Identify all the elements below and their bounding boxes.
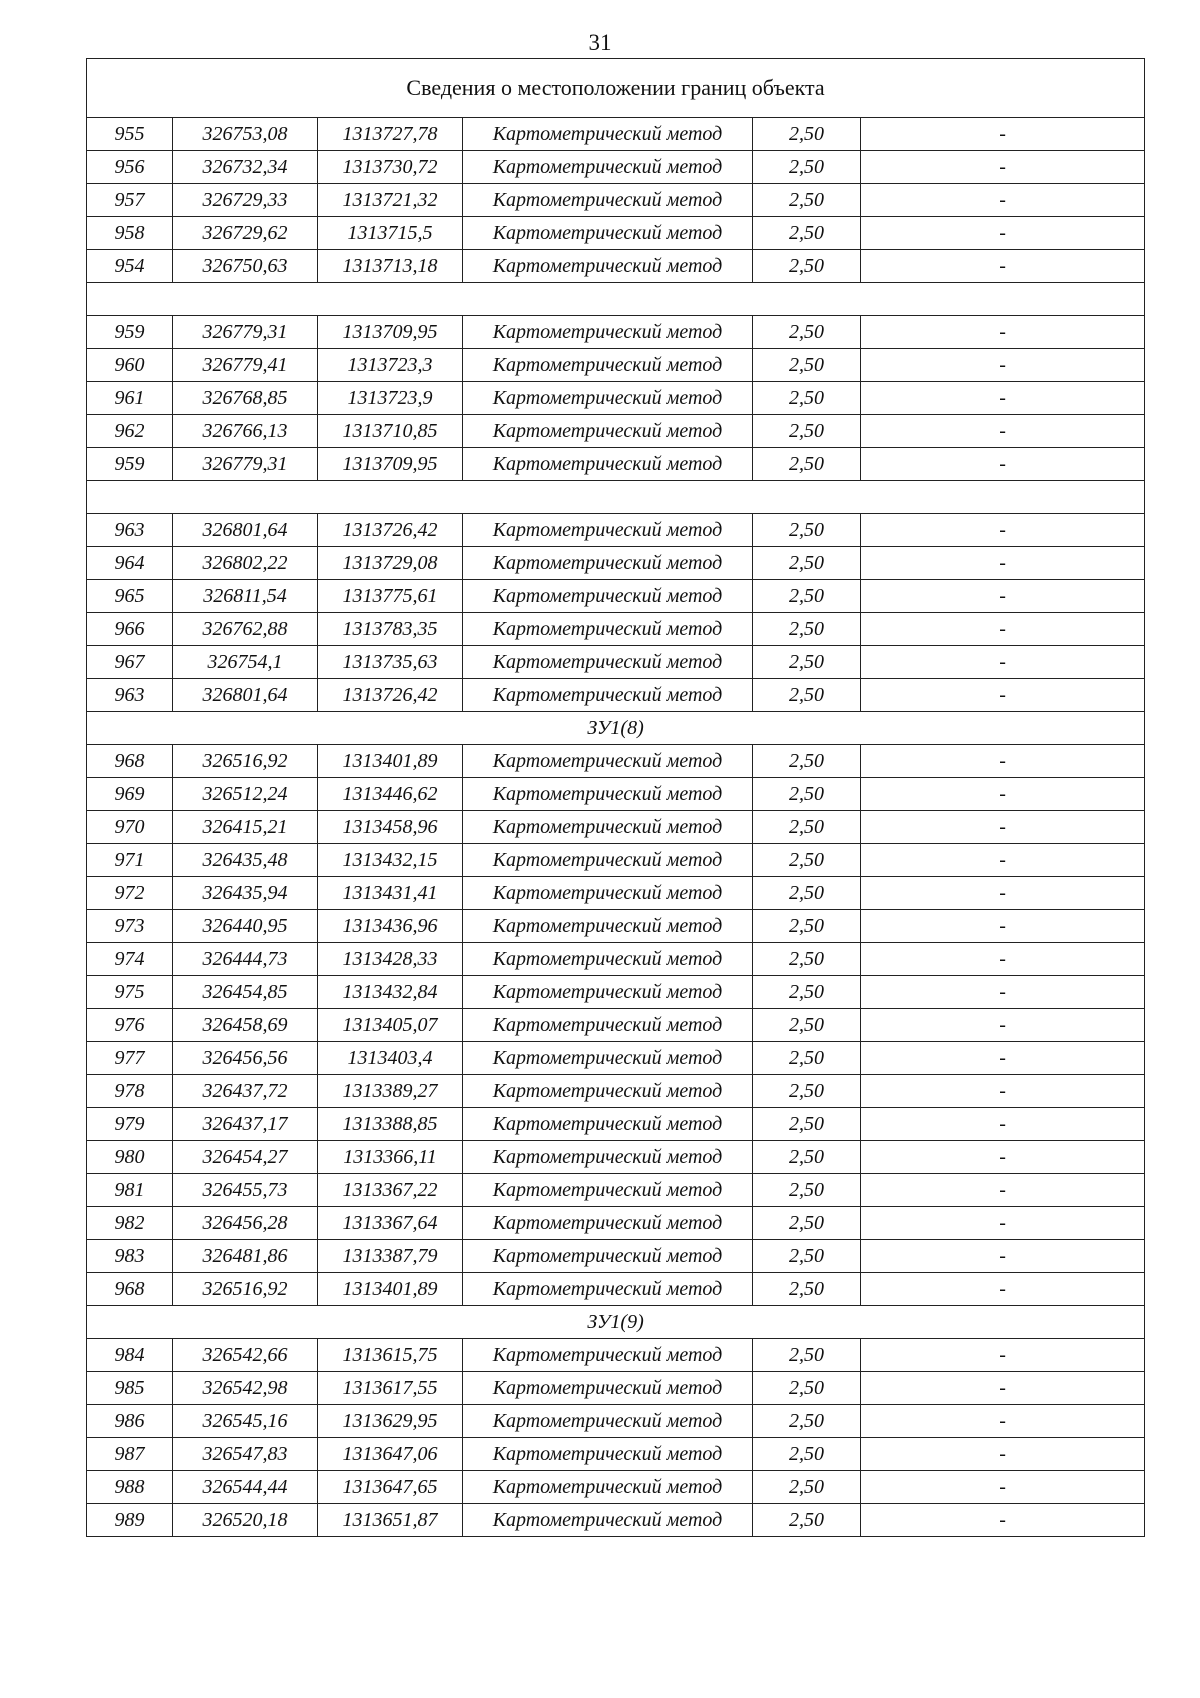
x-coordinate-cell: 326729,33 — [173, 184, 318, 217]
description-cell: - — [861, 844, 1145, 877]
x-coordinate-cell: 326454,85 — [173, 976, 318, 1009]
description-cell: - — [861, 250, 1145, 283]
x-coordinate-cell: 326753,08 — [173, 118, 318, 151]
point-number-cell: 964 — [87, 547, 173, 580]
point-number-cell: 977 — [87, 1042, 173, 1075]
y-coordinate-cell: 1313432,84 — [318, 976, 463, 1009]
description-cell: - — [861, 1504, 1145, 1537]
x-coordinate-cell: 326437,17 — [173, 1108, 318, 1141]
description-cell: - — [861, 1108, 1145, 1141]
x-coordinate-cell: 326415,21 — [173, 811, 318, 844]
x-coordinate-cell: 326437,72 — [173, 1075, 318, 1108]
x-coordinate-cell: 326802,22 — [173, 547, 318, 580]
description-cell: - — [861, 382, 1145, 415]
table-row — [87, 547, 1145, 580]
x-coordinate-cell: 326544,44 — [173, 1471, 318, 1504]
x-coordinate-cell: 326545,16 — [173, 1405, 318, 1438]
accuracy-cell: 2,50 — [753, 778, 861, 811]
description-cell: - — [861, 1471, 1145, 1504]
x-coordinate-cell: 326811,54 — [173, 580, 318, 613]
x-coordinate-cell: 326512,24 — [173, 778, 318, 811]
table-row — [87, 1009, 1145, 1042]
point-number-cell: 963 — [87, 514, 173, 547]
accuracy-cell: 2,50 — [753, 1471, 861, 1504]
y-coordinate-cell: 1313647,06 — [318, 1438, 463, 1471]
point-number-cell: 957 — [87, 184, 173, 217]
accuracy-cell: 2,50 — [753, 1405, 861, 1438]
y-coordinate-cell: 1313617,55 — [318, 1372, 463, 1405]
accuracy-cell: 2,50 — [753, 1207, 861, 1240]
point-number-cell: 975 — [87, 976, 173, 1009]
point-number-cell: 956 — [87, 151, 173, 184]
description-cell: - — [861, 943, 1145, 976]
description-cell: - — [861, 217, 1145, 250]
accuracy-cell: 2,50 — [753, 877, 861, 910]
blank-separator-cell — [87, 481, 1145, 514]
y-coordinate-cell: 1313726,42 — [318, 679, 463, 712]
accuracy-cell: 2,50 — [753, 1009, 861, 1042]
boundary-coordinates-table — [86, 58, 1145, 1537]
x-coordinate-cell: 326435,48 — [173, 844, 318, 877]
method-cell: Картометрический метод — [463, 514, 753, 547]
method-cell: Картометрический метод — [463, 217, 753, 250]
point-number-cell: 983 — [87, 1240, 173, 1273]
accuracy-cell: 2,50 — [753, 646, 861, 679]
accuracy-cell: 2,50 — [753, 580, 861, 613]
x-coordinate-cell: 326750,63 — [173, 250, 318, 283]
description-cell: - — [861, 547, 1145, 580]
y-coordinate-cell: 1313775,61 — [318, 580, 463, 613]
method-cell: Картометрический метод — [463, 184, 753, 217]
section-heading: ЗУ1(9) — [87, 1306, 1145, 1339]
point-number-cell: 954 — [87, 250, 173, 283]
method-cell: Картометрический метод — [463, 415, 753, 448]
method-cell: Картометрический метод — [463, 1240, 753, 1273]
x-coordinate-cell: 326454,27 — [173, 1141, 318, 1174]
y-coordinate-cell: 1313723,3 — [318, 349, 463, 382]
y-coordinate-cell: 1313709,95 — [318, 448, 463, 481]
table-row — [87, 1273, 1145, 1306]
description-cell: - — [861, 1372, 1145, 1405]
y-coordinate-cell: 1313431,41 — [318, 877, 463, 910]
point-number-cell: 962 — [87, 415, 173, 448]
description-cell: - — [861, 1339, 1145, 1372]
x-coordinate-cell: 326754,1 — [173, 646, 318, 679]
point-number-cell: 986 — [87, 1405, 173, 1438]
description-cell: - — [861, 1141, 1145, 1174]
y-coordinate-cell: 1313783,35 — [318, 613, 463, 646]
point-number-cell: 971 — [87, 844, 173, 877]
method-cell: Картометрический метод — [463, 580, 753, 613]
table-row — [87, 943, 1145, 976]
y-coordinate-cell: 1313713,18 — [318, 250, 463, 283]
table-title: Сведения о местоположении границ объекта — [87, 59, 1145, 118]
x-coordinate-cell: 326547,83 — [173, 1438, 318, 1471]
method-cell: Картометрический метод — [463, 1075, 753, 1108]
table-row — [87, 580, 1145, 613]
point-number-cell: 967 — [87, 646, 173, 679]
point-number-cell: 984 — [87, 1339, 173, 1372]
section-heading-row — [87, 712, 1145, 745]
accuracy-cell: 2,50 — [753, 349, 861, 382]
x-coordinate-cell: 326440,95 — [173, 910, 318, 943]
x-coordinate-cell: 326435,94 — [173, 877, 318, 910]
y-coordinate-cell: 1313436,96 — [318, 910, 463, 943]
accuracy-cell: 2,50 — [753, 382, 861, 415]
table-row — [87, 217, 1145, 250]
point-number-cell: 989 — [87, 1504, 173, 1537]
method-cell: Картометрический метод — [463, 1339, 753, 1372]
point-number-cell: 966 — [87, 613, 173, 646]
point-number-cell: 982 — [87, 1207, 173, 1240]
table-title-row — [87, 59, 1145, 118]
description-cell: - — [861, 910, 1145, 943]
description-cell: - — [861, 976, 1145, 1009]
y-coordinate-cell: 1313730,72 — [318, 151, 463, 184]
accuracy-cell: 2,50 — [753, 1339, 861, 1372]
method-cell: Картометрический метод — [463, 811, 753, 844]
description-cell: - — [861, 349, 1145, 382]
method-cell: Картометрический метод — [463, 877, 753, 910]
method-cell: Картометрический метод — [463, 1174, 753, 1207]
description-cell: - — [861, 118, 1145, 151]
x-coordinate-cell: 326762,88 — [173, 613, 318, 646]
table-row — [87, 1438, 1145, 1471]
description-cell: - — [861, 877, 1145, 910]
method-cell: Картометрический метод — [463, 250, 753, 283]
description-cell: - — [861, 151, 1145, 184]
description-cell: - — [861, 778, 1145, 811]
point-number-cell: 987 — [87, 1438, 173, 1471]
point-number-cell: 976 — [87, 1009, 173, 1042]
y-coordinate-cell: 1313405,07 — [318, 1009, 463, 1042]
method-cell: Картометрический метод — [463, 1042, 753, 1075]
method-cell: Картометрический метод — [463, 613, 753, 646]
y-coordinate-cell: 1313710,85 — [318, 415, 463, 448]
y-coordinate-cell: 1313366,11 — [318, 1141, 463, 1174]
point-number-cell: 981 — [87, 1174, 173, 1207]
accuracy-cell: 2,50 — [753, 415, 861, 448]
method-cell: Картометрический метод — [463, 1273, 753, 1306]
accuracy-cell: 2,50 — [753, 910, 861, 943]
description-cell: - — [861, 1405, 1145, 1438]
x-coordinate-cell: 326481,86 — [173, 1240, 318, 1273]
description-cell: - — [861, 1042, 1145, 1075]
description-cell: - — [861, 1009, 1145, 1042]
description-cell: - — [861, 1240, 1145, 1273]
table-row — [87, 646, 1145, 679]
y-coordinate-cell: 1313432,15 — [318, 844, 463, 877]
method-cell: Картометрический метод — [463, 316, 753, 349]
point-number-cell: 959 — [87, 316, 173, 349]
y-coordinate-cell: 1313647,65 — [318, 1471, 463, 1504]
method-cell: Картометрический метод — [463, 349, 753, 382]
accuracy-cell: 2,50 — [753, 1141, 861, 1174]
point-number-cell: 959 — [87, 448, 173, 481]
page-number: 31 — [588, 30, 612, 55]
x-coordinate-cell: 326542,66 — [173, 1339, 318, 1372]
y-coordinate-cell: 1313387,79 — [318, 1240, 463, 1273]
point-number-cell: 968 — [87, 745, 173, 778]
description-cell: - — [861, 613, 1145, 646]
table-row — [87, 1504, 1145, 1537]
description-cell: - — [861, 646, 1145, 679]
y-coordinate-cell: 1313367,22 — [318, 1174, 463, 1207]
point-number-cell: 969 — [87, 778, 173, 811]
table-row — [87, 151, 1145, 184]
description-cell: - — [861, 514, 1145, 547]
point-number-cell: 955 — [87, 118, 173, 151]
table-row — [87, 1207, 1145, 1240]
y-coordinate-cell: 1313721,32 — [318, 184, 463, 217]
accuracy-cell: 2,50 — [753, 613, 861, 646]
y-coordinate-cell: 1313651,87 — [318, 1504, 463, 1537]
table-body — [87, 59, 1145, 1537]
y-coordinate-cell: 1313729,08 — [318, 547, 463, 580]
method-cell: Картометрический метод — [463, 910, 753, 943]
table-row — [87, 613, 1145, 646]
method-cell: Картометрический метод — [463, 976, 753, 1009]
table-row — [87, 811, 1145, 844]
description-cell: - — [861, 316, 1145, 349]
accuracy-cell: 2,50 — [753, 316, 861, 349]
point-number-cell: 979 — [87, 1108, 173, 1141]
blank-separator-row — [87, 283, 1145, 316]
y-coordinate-cell: 1313615,75 — [318, 1339, 463, 1372]
method-cell: Картометрический метод — [463, 1405, 753, 1438]
x-coordinate-cell: 326732,34 — [173, 151, 318, 184]
blank-separator-row — [87, 481, 1145, 514]
y-coordinate-cell: 1313401,89 — [318, 745, 463, 778]
point-number-cell: 970 — [87, 811, 173, 844]
point-number-cell: 974 — [87, 943, 173, 976]
x-coordinate-cell: 326801,64 — [173, 514, 318, 547]
accuracy-cell: 2,50 — [753, 976, 861, 1009]
point-number-cell: 960 — [87, 349, 173, 382]
x-coordinate-cell: 326766,13 — [173, 415, 318, 448]
y-coordinate-cell: 1313735,63 — [318, 646, 463, 679]
accuracy-cell: 2,50 — [753, 1438, 861, 1471]
y-coordinate-cell: 1313709,95 — [318, 316, 463, 349]
accuracy-cell: 2,50 — [753, 943, 861, 976]
description-cell: - — [861, 811, 1145, 844]
point-number-cell: 985 — [87, 1372, 173, 1405]
x-coordinate-cell: 326542,98 — [173, 1372, 318, 1405]
point-number-cell: 972 — [87, 877, 173, 910]
table-row — [87, 1471, 1145, 1504]
accuracy-cell: 2,50 — [753, 1273, 861, 1306]
y-coordinate-cell: 1313403,4 — [318, 1042, 463, 1075]
point-number-cell: 965 — [87, 580, 173, 613]
x-coordinate-cell: 326779,31 — [173, 448, 318, 481]
accuracy-cell: 2,50 — [753, 1174, 861, 1207]
accuracy-cell: 2,50 — [753, 250, 861, 283]
x-coordinate-cell: 326516,92 — [173, 1273, 318, 1306]
y-coordinate-cell: 1313727,78 — [318, 118, 463, 151]
description-cell: - — [861, 1207, 1145, 1240]
method-cell: Картометрический метод — [463, 943, 753, 976]
method-cell: Картометрический метод — [463, 745, 753, 778]
table-row — [87, 778, 1145, 811]
accuracy-cell: 2,50 — [753, 217, 861, 250]
description-cell: - — [861, 1174, 1145, 1207]
accuracy-cell: 2,50 — [753, 1108, 861, 1141]
point-number-cell: 988 — [87, 1471, 173, 1504]
accuracy-cell: 2,50 — [753, 184, 861, 217]
method-cell: Картометрический метод — [463, 679, 753, 712]
method-cell: Картометрический метод — [463, 151, 753, 184]
point-number-cell: 963 — [87, 679, 173, 712]
table-row — [87, 1240, 1145, 1273]
description-cell: - — [861, 1273, 1145, 1306]
point-number-cell: 980 — [87, 1141, 173, 1174]
table-row — [87, 1372, 1145, 1405]
y-coordinate-cell: 1313367,64 — [318, 1207, 463, 1240]
point-number-cell: 958 — [87, 217, 173, 250]
description-cell: - — [861, 745, 1145, 778]
y-coordinate-cell: 1313629,95 — [318, 1405, 463, 1438]
accuracy-cell: 2,50 — [753, 448, 861, 481]
point-number-cell: 978 — [87, 1075, 173, 1108]
section-heading: ЗУ1(8) — [87, 712, 1145, 745]
description-cell: - — [861, 1438, 1145, 1471]
method-cell: Картометрический метод — [463, 778, 753, 811]
blank-separator-cell — [87, 283, 1145, 316]
y-coordinate-cell: 1313446,62 — [318, 778, 463, 811]
method-cell: Картометрический метод — [463, 1471, 753, 1504]
table-row — [87, 382, 1145, 415]
accuracy-cell: 2,50 — [753, 151, 861, 184]
method-cell: Картометрический метод — [463, 1372, 753, 1405]
method-cell: Картометрический метод — [463, 118, 753, 151]
description-cell: - — [861, 184, 1145, 217]
method-cell: Картометрический метод — [463, 448, 753, 481]
table-row — [87, 1042, 1145, 1075]
method-cell: Картометрический метод — [463, 844, 753, 877]
x-coordinate-cell: 326779,31 — [173, 316, 318, 349]
accuracy-cell: 2,50 — [753, 514, 861, 547]
point-number-cell: 961 — [87, 382, 173, 415]
accuracy-cell: 2,50 — [753, 1504, 861, 1537]
x-coordinate-cell: 326779,41 — [173, 349, 318, 382]
accuracy-cell: 2,50 — [753, 547, 861, 580]
method-cell: Картометрический метод — [463, 1141, 753, 1174]
y-coordinate-cell: 1313726,42 — [318, 514, 463, 547]
table-row — [87, 349, 1145, 382]
x-coordinate-cell: 326729,62 — [173, 217, 318, 250]
y-coordinate-cell: 1313388,85 — [318, 1108, 463, 1141]
table-row — [87, 415, 1145, 448]
accuracy-cell: 2,50 — [753, 679, 861, 712]
table-row — [87, 316, 1145, 349]
table-row — [87, 844, 1145, 877]
table-row — [87, 745, 1145, 778]
x-coordinate-cell: 326768,85 — [173, 382, 318, 415]
method-cell: Картометрический метод — [463, 1108, 753, 1141]
x-coordinate-cell: 326458,69 — [173, 1009, 318, 1042]
table-row — [87, 184, 1145, 217]
method-cell: Картометрический метод — [463, 1438, 753, 1471]
description-cell: - — [861, 415, 1145, 448]
method-cell: Картометрический метод — [463, 646, 753, 679]
x-coordinate-cell: 326455,73 — [173, 1174, 318, 1207]
method-cell: Картометрический метод — [463, 382, 753, 415]
table-row — [87, 448, 1145, 481]
table-row — [87, 1108, 1145, 1141]
method-cell: Картометрический метод — [463, 1207, 753, 1240]
point-number-cell: 973 — [87, 910, 173, 943]
y-coordinate-cell: 1313715,5 — [318, 217, 463, 250]
y-coordinate-cell: 1313389,27 — [318, 1075, 463, 1108]
description-cell: - — [861, 448, 1145, 481]
table-row — [87, 1141, 1145, 1174]
x-coordinate-cell: 326801,64 — [173, 679, 318, 712]
accuracy-cell: 2,50 — [753, 1372, 861, 1405]
table-row — [87, 1075, 1145, 1108]
accuracy-cell: 2,50 — [753, 118, 861, 151]
method-cell: Картометрический метод — [463, 547, 753, 580]
accuracy-cell: 2,50 — [753, 1240, 861, 1273]
table-row — [87, 118, 1145, 151]
accuracy-cell: 2,50 — [753, 745, 861, 778]
x-coordinate-cell: 326456,56 — [173, 1042, 318, 1075]
accuracy-cell: 2,50 — [753, 844, 861, 877]
description-cell: - — [861, 580, 1145, 613]
point-number-cell: 968 — [87, 1273, 173, 1306]
method-cell: Картометрический метод — [463, 1009, 753, 1042]
table-row — [87, 250, 1145, 283]
x-coordinate-cell: 326520,18 — [173, 1504, 318, 1537]
x-coordinate-cell: 326516,92 — [173, 745, 318, 778]
section-heading-row — [87, 1306, 1145, 1339]
x-coordinate-cell: 326456,28 — [173, 1207, 318, 1240]
table-row — [87, 910, 1145, 943]
description-cell: - — [861, 679, 1145, 712]
accuracy-cell: 2,50 — [753, 811, 861, 844]
x-coordinate-cell: 326444,73 — [173, 943, 318, 976]
y-coordinate-cell: 1313401,89 — [318, 1273, 463, 1306]
y-coordinate-cell: 1313428,33 — [318, 943, 463, 976]
table-row — [87, 1174, 1145, 1207]
table-row — [87, 877, 1145, 910]
y-coordinate-cell: 1313458,96 — [318, 811, 463, 844]
accuracy-cell: 2,50 — [753, 1075, 861, 1108]
description-cell: - — [861, 1075, 1145, 1108]
table-row — [87, 1339, 1145, 1372]
table-row — [87, 976, 1145, 1009]
y-coordinate-cell: 1313723,9 — [318, 382, 463, 415]
method-cell: Картометрический метод — [463, 1504, 753, 1537]
table-row — [87, 1405, 1145, 1438]
table-row — [87, 679, 1145, 712]
table-row — [87, 514, 1145, 547]
accuracy-cell: 2,50 — [753, 1042, 861, 1075]
